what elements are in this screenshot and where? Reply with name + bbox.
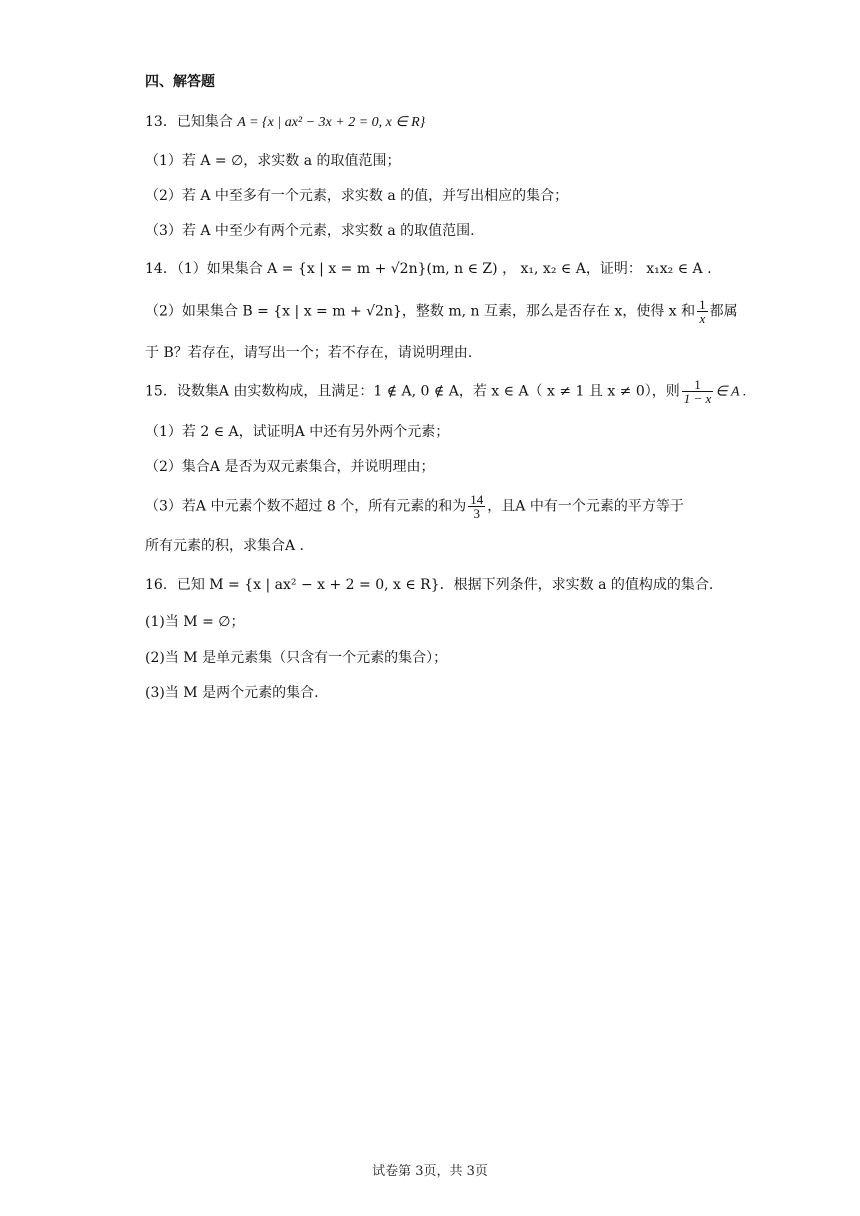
q13-stem-set: A = {x | ax² − 3x + 2 = 0, x ∈ R} [237, 115, 426, 130]
q15-part3-fraction-numerator: 14 [470, 492, 484, 507]
q16-part1: (1)当 M = ∅； [145, 614, 245, 630]
q14-fraction [697, 298, 708, 325]
q14-line3: 于 B？若存在，请写出一个；若不存在，请说明理由. [145, 345, 473, 361]
q15-stem [145, 378, 746, 405]
q16-stem: 16．已知 M = {x | ax² − x + 2 = 0, x ∈ R}．根据下列条件，求实数 a 的值构成的集合. [145, 577, 714, 593]
q13-part3: （3）若 A 中至少有两个元素，求实数 a 的取值范围. [145, 223, 475, 239]
q14-line1: 14．（1）如果集合 A = {x | x = m + √2n}(m, n ∈ Z) ， x₁, x₂ ∈ A，证明： x₁x₂ ∈ A . [145, 261, 712, 277]
q13-stem [145, 112, 425, 133]
q15-part3-tail: ，且A 中有一个元素的平方等于 [487, 498, 684, 515]
q15-part3-fraction-denominator: 3 [473, 506, 481, 521]
q15-part1: （1）若 2 ∈ A，试证明A 中还有另外两个元素； [145, 424, 450, 440]
q15-stem-text: 15．设数集A 由实数构成，且满足：1 ∉ A, 0 ∉ A，若 x ∈ A（ x ≠ 1 且 x ≠ 0），则 [145, 383, 680, 400]
q13-stem-prefix: 13．已知集合 [145, 114, 233, 130]
q13-part1: （1）若 A = ∅，求实数 a 的取值范围； [145, 153, 401, 169]
q14-line2 [145, 298, 738, 325]
q15-part3-text: （3）若A 中元素个数不超过 8 个，所有元素的和为 [145, 498, 467, 515]
q15-part3-continued: 所有元素的积，求集合A . [145, 538, 305, 554]
q15-stem-tail: ∈ A . [715, 384, 747, 400]
q15-part3-fraction [468, 493, 485, 520]
q14-fraction-denominator: x [699, 311, 706, 326]
page-footer: 试卷第 3页，共 3页 [372, 1164, 488, 1179]
section-title: 四、解答题 [145, 74, 215, 90]
q13-part2: （2）若 A 中至多有一个元素，求实数 a 的值，并写出相应的集合； [145, 188, 569, 204]
q15-fraction [682, 378, 714, 405]
q16-part3: (3)当 M 是两个元素的集合. [145, 685, 319, 701]
q15-fraction-numerator: 1 [682, 378, 714, 392]
q14-line2-text: （2）如果集合 B = {x | x = m + √2n}，整数 m, n 互素，那么是否存在 x，使得 x 和 [145, 303, 696, 320]
q14-fraction-numerator: 1 [699, 297, 706, 312]
q15-fraction-denominator: 1 − x [683, 391, 712, 406]
q15-part3 [145, 493, 684, 520]
q15-part2: （2）集合A 是否为双元素集合，并说明理由； [145, 459, 435, 475]
q16-part2: (2)当 M 是单元素集（只含有一个元素的集合）； [145, 650, 448, 666]
q14-line2-tail: 都属 [709, 303, 738, 320]
